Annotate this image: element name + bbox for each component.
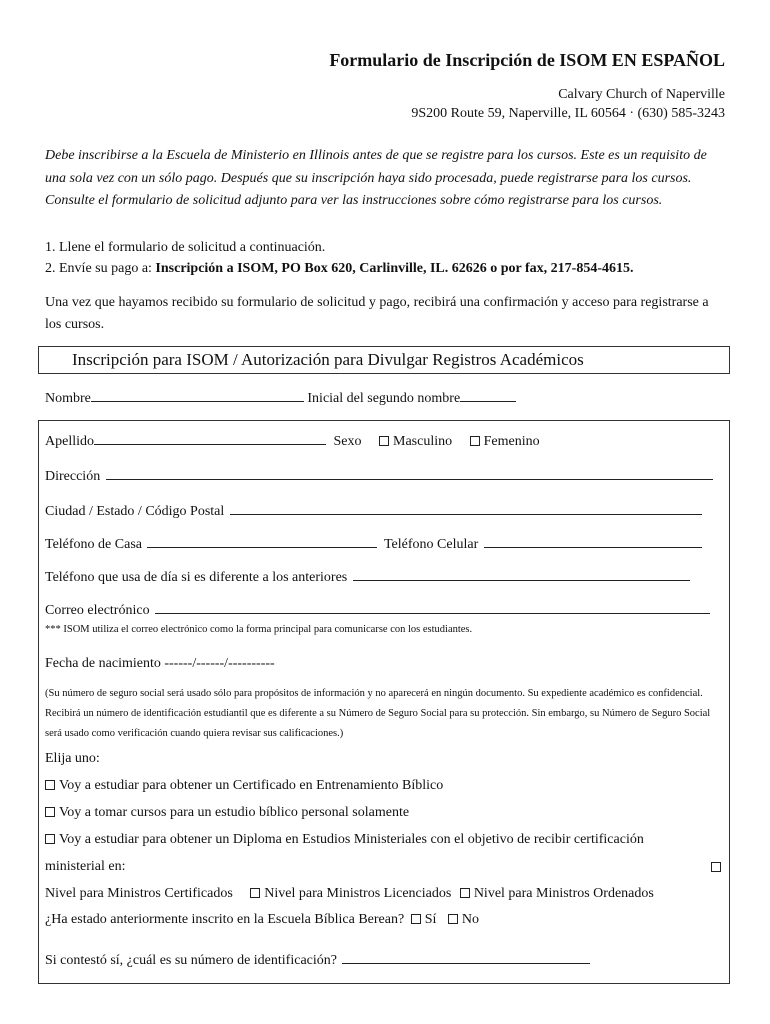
option-certificado[interactable]	[45, 778, 443, 794]
telefono-casa-field[interactable]	[147, 535, 377, 548]
church-name: Calvary Church of Naperville	[558, 87, 725, 102]
nivel-ordenados-label: Nivel para Ministros Ordenados	[473, 886, 654, 901]
telefonos-row	[45, 535, 702, 553]
femenino-label: Femenino	[483, 434, 540, 449]
confirmation-text: Una vez que hayamos recibido su formulario de solicitud y pago, recibirá una confirmación y acceso para registrarse a los cursos.	[45, 295, 709, 332]
nivel-certificados-label: Nivel para Ministros Certificados	[45, 886, 233, 901]
correo-note: *** ISOM utiliza el correo electrónico como la forma principal para comunicarse con los estudiantes.	[45, 624, 473, 635]
section-heading: Inscripción para ISOM / Autorización para Divulgar Registros Académicos	[38, 346, 730, 374]
id-row	[45, 951, 590, 969]
nivel-ordenados-checkbox[interactable]	[460, 888, 470, 898]
telefono-dia-row	[45, 568, 690, 586]
fecha-nacimiento[interactable]: Fecha de nacimiento ------/------/----------	[45, 656, 275, 671]
berean-no-label: No	[461, 912, 479, 927]
telefono-celular-field[interactable]	[484, 535, 702, 548]
correo-label: Correo electrónico	[45, 603, 150, 618]
form-title: Formulario de Inscripción de ISOM EN ESPAÑOL	[329, 50, 725, 70]
diploma-extra-checkbox[interactable]	[711, 862, 721, 872]
option-certificado-label: Voy a estudiar para obtener un Certificado en Entrenamiento Bíblico	[59, 778, 444, 793]
berean-question: ¿Ha estado anteriormente inscrito en la Escuela Bíblica Berean?	[45, 912, 405, 927]
telefono-casa-label: Teléfono de Casa	[45, 537, 142, 552]
step-2-address: Inscripción a ISOM, PO Box 620, Carlinville, IL. 62626 o por fax, 217-854-4615.	[155, 261, 634, 276]
apellido-label: Apellido	[45, 434, 94, 449]
ciudad-field[interactable]	[230, 502, 702, 515]
step-1: 1. Llene el formulario de solicitud a continuación.	[45, 240, 326, 255]
direccion-label: Dirección	[45, 469, 101, 484]
ciudad-row	[45, 502, 702, 520]
nivel-licenciados-label: Nivel para Ministros Licenciados	[264, 886, 452, 901]
inicial-label: Inicial del segundo nombre	[307, 391, 461, 406]
nombre-label: Nombre	[45, 391, 91, 406]
telefono-celular-label: Teléfono Celular	[383, 537, 479, 552]
niveles-row	[45, 886, 654, 902]
telefono-dia-field[interactable]	[353, 568, 690, 581]
nombre-field[interactable]	[91, 389, 304, 402]
berean-si-label: Sí	[424, 912, 437, 927]
masculino-label: Masculino	[393, 434, 453, 449]
berean-no-checkbox[interactable]	[448, 914, 458, 924]
direccion-field[interactable]	[106, 467, 713, 480]
correo-field[interactable]	[155, 601, 710, 614]
step-2	[45, 261, 634, 277]
id-field[interactable]	[342, 951, 590, 964]
femenino-checkbox[interactable]	[470, 436, 480, 446]
berean-si-checkbox[interactable]	[411, 914, 421, 924]
masculino-checkbox[interactable]	[379, 436, 389, 446]
inicial-field[interactable]	[460, 389, 516, 402]
apellido-field[interactable]	[94, 432, 326, 445]
sexo-label: Sexo	[333, 434, 362, 449]
berean-row	[45, 912, 479, 928]
intro-paragraph: Debe inscribirse a la Escuela de Ministerio en Illinois antes de que se registre para los cursos. Este es un requisito de una sola vez con un sólo pago. Después que su inscripción haya sido procesada, puede registrarse para los cursos. Consulte el formulario de solicitud adjunto para ver las instrucciones sobre cómo registrarse para los cursos.	[45, 148, 707, 208]
ciudad-label: Ciudad / Estado / Código Postal	[45, 504, 225, 519]
apellido-row	[45, 432, 540, 450]
telefono-dia-label: Teléfono que usa de día si es diferente a los anteriores	[45, 570, 348, 585]
option-diploma-label: Voy a estudiar para obtener un Diploma en Estudios Ministeriales con el objetivo de recibir certificación	[59, 832, 644, 847]
correo-row	[45, 601, 710, 619]
id-question: Si contestó sí, ¿cuál es su número de identificación?	[45, 953, 337, 968]
nombre-row	[45, 389, 516, 407]
option-personal[interactable]	[45, 805, 409, 821]
nivel-licenciados-checkbox[interactable]	[250, 888, 260, 898]
option-diploma-cont: ministerial en:	[45, 859, 126, 874]
option-certificado-checkbox[interactable]	[45, 780, 55, 790]
ssn-note: (Su número de seguro social será usado sólo para propósitos de información y no aparecerá en ningún documento. Su expediente académico es confidencial. Recibirá un número de identificación estudiantil que es diferente a su Número de Seguro Social para su protección. Sin embargo, su Número de Seguro Social será usado como verificación cuando quiera revisar sus calificaciones.)	[45, 688, 711, 739]
option-diploma[interactable]	[45, 832, 644, 848]
elija-label: Elija uno:	[45, 751, 100, 766]
option-personal-label: Voy a tomar cursos para un estudio bíblico personal solamente	[59, 805, 410, 820]
direccion-row	[45, 467, 713, 485]
step-2-prefix: 2. Envíe su pago a:	[45, 261, 156, 276]
church-address: 9S200 Route 59, Naperville, IL 60564 · (630) 585-3243	[411, 106, 725, 121]
option-diploma-checkbox[interactable]	[45, 834, 55, 844]
option-personal-checkbox[interactable]	[45, 807, 55, 817]
